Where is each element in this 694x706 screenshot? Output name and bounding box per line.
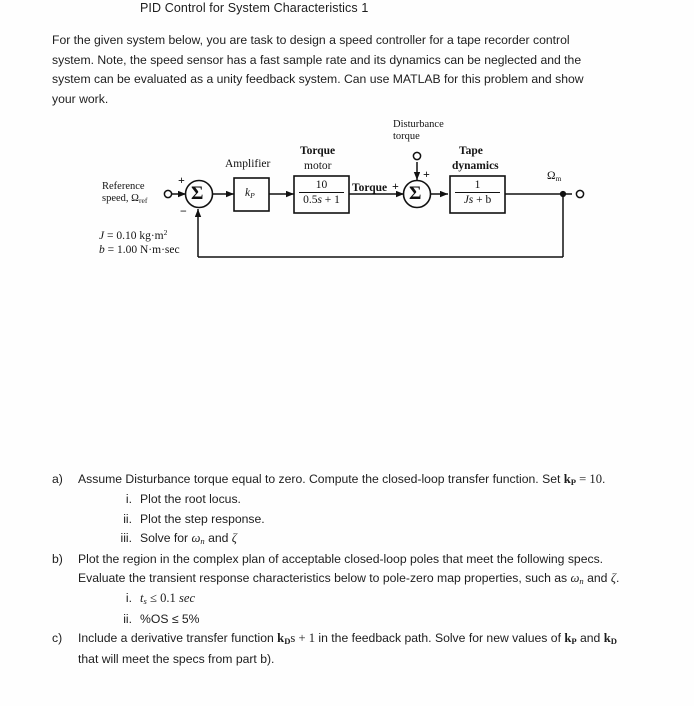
- tape-dynamics-caption-line2: dynamics: [452, 160, 499, 172]
- parameter-J: J = 0.10 $kg\cdot m^2$: [99, 228, 168, 242]
- question-a-iii-marker: iii.: [120, 531, 132, 546]
- question-b-line3: properties, such as ωn and ζ.: [464, 571, 620, 587]
- question-c: [52, 629, 622, 669]
- question-b-ii-marker: ii.: [123, 611, 132, 626]
- sum1-plus-sign: +: [178, 173, 185, 187]
- sum2-plus-sign-top: +: [423, 167, 430, 181]
- question-b-marker: b): [52, 551, 63, 566]
- block-diagram-lines: [0, 110, 694, 460]
- disturbance-torque-label: Disturbance torque: [393, 119, 444, 142]
- sum2-plus-sign-left: +: [392, 179, 399, 193]
- disturbance-input-terminal: [413, 152, 420, 159]
- sum1-minus-sign: −: [180, 204, 187, 218]
- intro-paragraph: For the given system below, you are task to design a speed controller for a tape recorder control system. Note, the speed sensor has a fast sample rate and its dynamics can be neglected and the system can be evaluated as a unity feedback system. Can use MATLAB for this problem and show your work.: [52, 33, 584, 106]
- fraction-bar: [299, 192, 344, 193]
- amplifier-gain-symbol: kP: [245, 187, 255, 200]
- parameter-b: b = 1.00 N·m·sec: [99, 244, 180, 256]
- question-a-i-marker: i.: [125, 492, 132, 507]
- question-c-line2: and kD that will meet the specs from part b).: [78, 631, 617, 666]
- question-c-marker: c): [52, 631, 63, 646]
- amplifier-caption: Amplifier: [225, 158, 271, 170]
- question-b-sublist: [78, 589, 622, 629]
- torque-motor-caption-line2: motor: [304, 160, 332, 172]
- question-a-ii-text: Plot the step response.: [140, 511, 265, 526]
- question-b-body: [78, 550, 622, 590]
- reference-input-terminal: [164, 190, 171, 197]
- page-title: PID Control for System Characteristics 1: [140, 1, 369, 15]
- question-b-i-text: ts ≤ 0.1 sec: [140, 591, 196, 607]
- tape-dynamics-numerator: 1: [474, 179, 481, 191]
- question-a-line2: Set kP = 10.: [542, 472, 606, 487]
- reference-speed-label: Reference speed, Ωref: [102, 181, 148, 205]
- question-a-ii-marker: ii.: [123, 511, 132, 526]
- question-c-line1: Include a derivative transfer function kDs + 1 in the feedback path. Solve for new values of kP: [78, 631, 577, 647]
- fraction-bar: [455, 192, 500, 193]
- torque-motor-transfer-function: [299, 179, 344, 206]
- feedback-takeoff-node: [560, 191, 566, 197]
- question-a-ii: [106, 510, 622, 529]
- sum2-sigma-glyph: Σ: [409, 183, 422, 204]
- torque-motor-denominator: 0.5s + 1: [303, 194, 340, 207]
- block-diagram: [0, 110, 694, 460]
- question-a-i: [106, 490, 622, 509]
- question-a-iii: [106, 529, 622, 549]
- question-a-iii-text: Solve for ωn and ζ: [140, 531, 237, 547]
- tape-dynamics-transfer-function: [455, 179, 500, 206]
- torque-motor-caption: Torque: [300, 145, 336, 157]
- torque-motor-numerator: 10: [315, 179, 328, 191]
- tape-dynamics-caption-line1: Tape: [459, 145, 483, 157]
- torque-signal-label: Torque: [352, 182, 388, 194]
- question-a-body: [78, 470, 622, 490]
- question-list: [52, 470, 622, 669]
- question-b-i: [106, 589, 622, 609]
- output-terminal: [576, 190, 583, 197]
- question-b-ii-text: %OS ≤ 5%: [140, 611, 200, 626]
- question-a-i-text: Plot the root locus.: [140, 492, 241, 507]
- question-b-ii: [106, 610, 622, 629]
- sum1-sigma-glyph: Σ: [191, 183, 204, 204]
- question-a: [52, 470, 622, 550]
- question-b-i-marker: i.: [125, 591, 132, 606]
- question-c-body: [78, 629, 622, 669]
- question-b-line2: following specs. Evaluate the transient response characteristics below to pole-zero map: [78, 551, 604, 586]
- tape-dynamics-denominator: Js + b: [463, 194, 492, 207]
- question-a-line1: Assume Disturbance torque equal to zero. Compute the closed-loop transfer function.: [78, 472, 539, 486]
- question-a-marker: a): [52, 472, 63, 486]
- output-speed-label: Ωm: [547, 170, 562, 183]
- question-b-line1: Plot the region in the complex plan of acceptable closed-loop poles that meet the: [78, 551, 514, 566]
- question-b: [52, 550, 622, 630]
- question-a-sublist: [78, 490, 622, 549]
